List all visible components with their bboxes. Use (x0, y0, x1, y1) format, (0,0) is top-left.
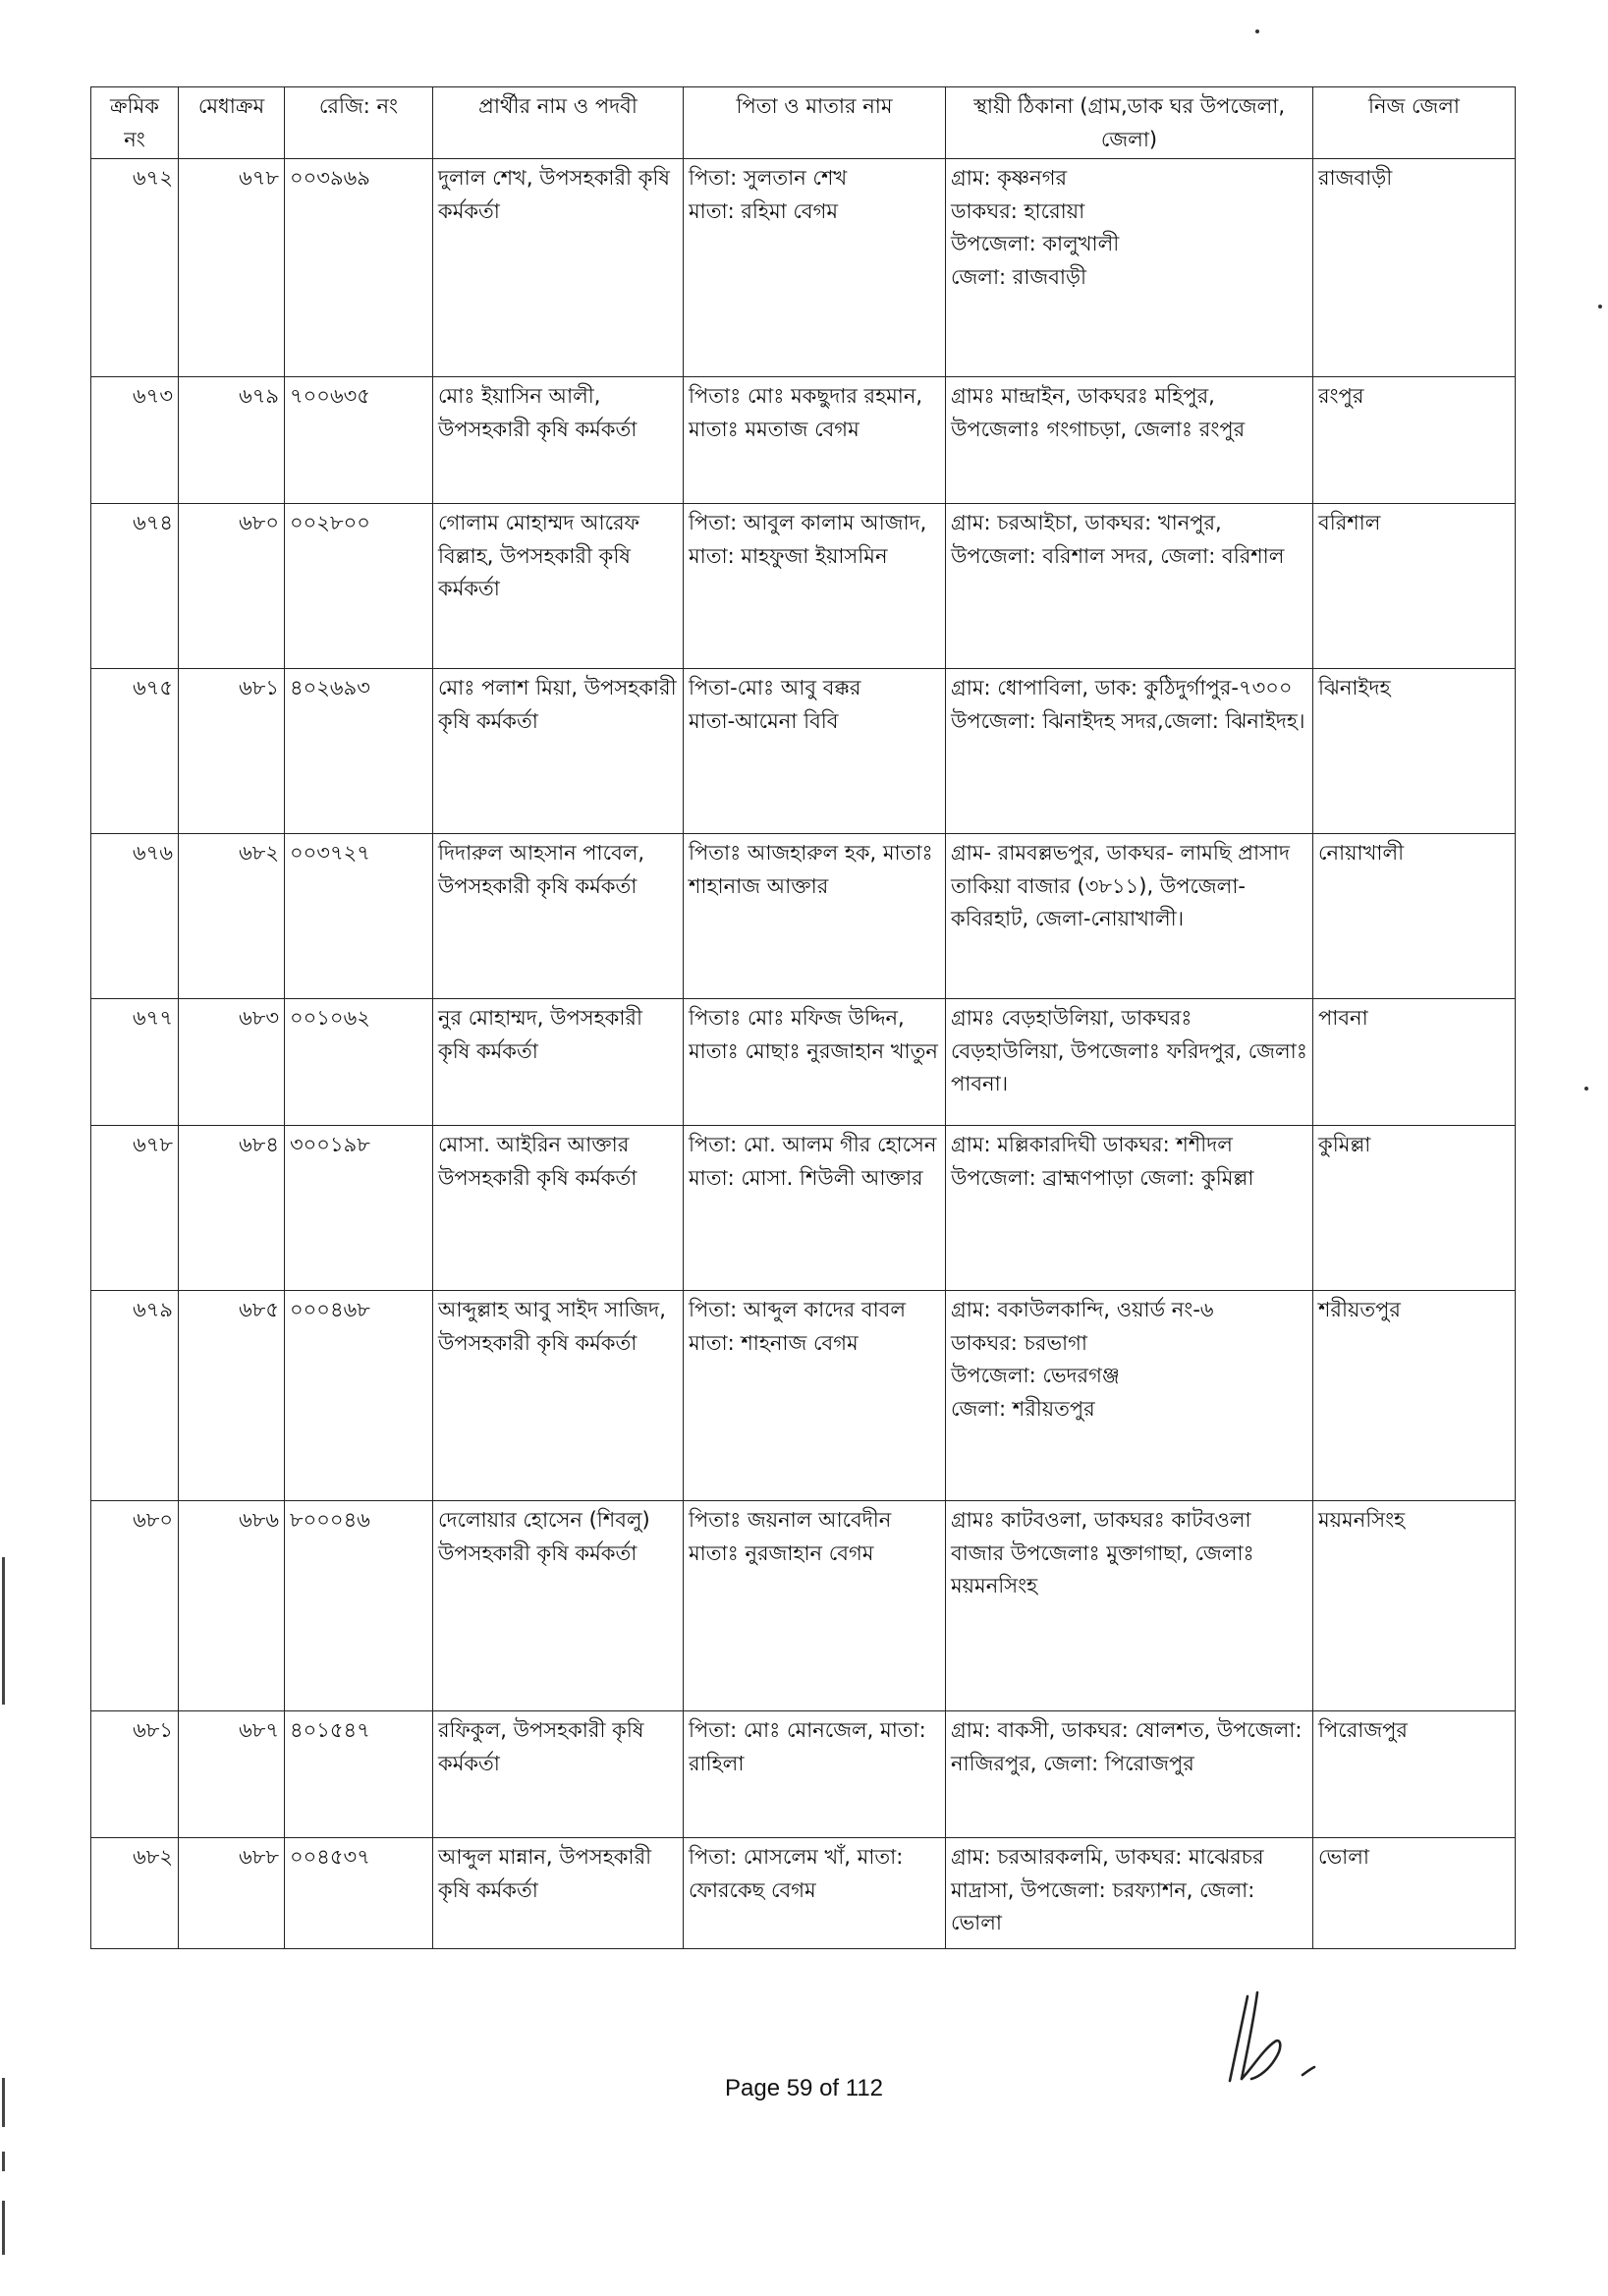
header-name: প্রার্থীর নাম ও পদবী (433, 87, 684, 159)
cell-name: নুর মোহাম্মদ, উপসহকারী কৃষি কর্মকর্তা (433, 999, 684, 1126)
cell-address (946, 999, 1313, 1126)
cell-district: বরিশাল (1313, 504, 1516, 669)
scan-speck (1584, 1087, 1588, 1091)
cell-merit: ৬৮৮ (179, 1838, 285, 1949)
header-reg: রেজি: নং (285, 87, 433, 159)
cell-parents-line: পিতা-মোঃ আবু বক্কর (689, 676, 861, 700)
cell-parents-line: মাতাঃ নুরজাহান বেগম (689, 1540, 874, 1565)
cell-serial: ৬৭৩ (91, 377, 179, 504)
cell-reg: ০০৪৫৩৭ (285, 1838, 433, 1949)
header-serial: ক্রমিক নং (91, 87, 179, 159)
table-row (91, 159, 1516, 377)
cell-reg: ০০৩৯৬৯ (285, 159, 433, 377)
cell-address-line: গ্রাম: বকাউলকান্দি, ওয়ার্ড নং-৬ (951, 1298, 1214, 1322)
cell-parents-line: মাতা-আমেনা বিবি (689, 708, 839, 733)
cell-address-line: ডাকঘর: হারোয়া (951, 198, 1085, 223)
cell-reg: ০০১০৬২ (285, 999, 433, 1126)
cell-parents-line: পিতাঃ মোঃ মকছুদার রহমান, মাতাঃ মমতাজ বেগম (689, 384, 923, 441)
cell-merit: ৬৮২ (179, 834, 285, 999)
cell-serial: ৬৮২ (91, 1838, 179, 1949)
header-row (91, 87, 1516, 159)
cell-merit: ৬৮৪ (179, 1126, 285, 1291)
table-header (91, 87, 1516, 159)
cell-district: পিরোজপুর (1313, 1711, 1516, 1838)
cell-merit: ৬৮১ (179, 669, 285, 834)
cell-parents (684, 1291, 946, 1501)
cell-serial: ৬৮১ (91, 1711, 179, 1838)
cell-district: পাবনা (1313, 999, 1516, 1126)
cell-name: মোসা. আইরিন আক্তার উপসহকারী কৃষি কর্মকর্তা (433, 1126, 684, 1291)
cell-address (946, 504, 1313, 669)
candidate-table (90, 86, 1516, 1949)
cell-district: কুমিল্লা (1313, 1126, 1516, 1291)
cell-address (946, 834, 1313, 999)
cell-address-line: গ্রাম: চরআইচা, ডাকঘর: খানপুর, উপজেলা: বরিশাল সদর, জেলা: বরিশাল (951, 511, 1285, 568)
cell-merit: ৬৮৩ (179, 999, 285, 1126)
cell-name: আব্দুল মান্নান, উপসহকারী কৃষি কর্মকর্তা (433, 1838, 684, 1949)
cell-address-line: গ্রাম: মল্লিকারদিঘী ডাকঘর: শশীদল উপজেলা: ব্রাহ্মণপাড়া জেলা: কুমিল্লা (951, 1133, 1254, 1190)
table-row (91, 669, 1516, 834)
header-merit: মেধাক্রম (179, 87, 285, 159)
scan-speck (1598, 305, 1602, 308)
scan-edge-mark (2, 2152, 5, 2171)
cell-reg: ৭০০৬৩৫ (285, 377, 433, 504)
cell-name: দুলাল শেখ, উপসহকারী কৃষি কর্মকর্তা (433, 159, 684, 377)
cell-parents-line: পিতা: মোঃ মোনজেল, মাতা: রাহিলা (689, 1718, 926, 1775)
cell-name: মোঃ পলাশ মিয়া, উপসহকারী কৃষি কর্মকর্তা (433, 669, 684, 834)
cell-parents-line: পিতা: মো. আলম গীর হোসেন (689, 1133, 937, 1157)
table-row (91, 1838, 1516, 1949)
cell-parents-line: পিতাঃ মোঃ মফিজ উদ্দিন, মাতাঃ মোছাঃ নুরজাহান খাতুন (689, 1006, 938, 1063)
cell-district: রংপুর (1313, 377, 1516, 504)
cell-name: আব্দুল্লাহ আবু সাইদ সাজিদ, উপসহকারী কৃষি কর্মকর্তা (433, 1291, 684, 1501)
table-row (91, 504, 1516, 669)
cell-parents-line: পিতাঃ জয়নাল আবেদীন (689, 1508, 892, 1533)
cell-address-line: জেলা: রাজবাড়ী (951, 264, 1087, 289)
cell-merit: ৬৮৫ (179, 1291, 285, 1501)
cell-parents (684, 159, 946, 377)
cell-parents (684, 377, 946, 504)
cell-parents (684, 834, 946, 999)
cell-reg: ০০০৪৬৮ (285, 1291, 433, 1501)
cell-district: শরীয়তপুর (1313, 1291, 1516, 1501)
cell-reg: ০০৩৭২৭ (285, 834, 433, 999)
cell-parents-line: পিতাঃ আজহারুল হক, মাতাঃ শাহানাজ আক্তার (689, 841, 933, 898)
table-row (91, 1501, 1516, 1711)
cell-merit: ৬৮০ (179, 504, 285, 669)
cell-address (946, 1501, 1313, 1711)
cell-merit: ৬৭৮ (179, 159, 285, 377)
cell-address-line: গ্রামঃ কাটবওলা, ডাকঘরঃ কাটবওলা বাজার উপজেলাঃ মুক্তাগাছা, জেলাঃ ময়মনসিংহ (951, 1508, 1254, 1598)
cell-parents (684, 1126, 946, 1291)
cell-address-line: উপজেলা: ভেদরগঞ্জ (951, 1364, 1120, 1388)
cell-address (946, 1838, 1313, 1949)
table-row (91, 1711, 1516, 1838)
cell-district: ঝিনাইদহ (1313, 669, 1516, 834)
scan-edge-mark (2, 1557, 5, 1705)
cell-address-line: গ্রাম: বাকসী, ডাকঘর: ষোলশত, উপজেলা: নাজিরপুর, জেলা: পিরোজপুর (951, 1718, 1303, 1775)
cell-reg: ৪০১৫৪৭ (285, 1711, 433, 1838)
table-row (91, 377, 1516, 504)
cell-serial: ৬৭৯ (91, 1291, 179, 1501)
cell-address (946, 1711, 1313, 1838)
cell-reg: ৩০০১৯৮ (285, 1126, 433, 1291)
cell-district: ময়মনসিংহ (1313, 1501, 1516, 1711)
cell-parents-line: পিতা: আবুল কালাম আজাদ, মাতা: মাহফুজা ইয়াসমিন (689, 511, 927, 568)
cell-serial: ৬৭৮ (91, 1126, 179, 1291)
cell-address (946, 159, 1313, 377)
cell-address (946, 1126, 1313, 1291)
cell-parents-line: মাতা: মোসা. শিউলী আক্তার (689, 1165, 923, 1190)
cell-merit: ৬৮৭ (179, 1711, 285, 1838)
header-district: নিজ জেলা (1313, 87, 1516, 159)
cell-name: দিদারুল আহসান পাবেল, উপসহকারী কৃষি কর্মকর্তা (433, 834, 684, 999)
cell-address-line: উপজেলা: কালুখালী (951, 232, 1120, 256)
cell-serial: ৬৭৭ (91, 999, 179, 1126)
cell-parents (684, 1501, 946, 1711)
cell-reg: ৪০২৬৯৩ (285, 669, 433, 834)
cell-serial: ৬৭৪ (91, 504, 179, 669)
cell-merit: ৬৭৯ (179, 377, 285, 504)
header-address: স্থায়ী ঠিকানা (গ্রাম,ডাক ঘর উপজেলা, জেলা) (946, 87, 1313, 159)
cell-name: দেলোয়ার হোসেন (শিবলু) উপসহকারী কৃষি কর্মকর্তা (433, 1501, 684, 1711)
cell-district: রাজবাড়ী (1313, 159, 1516, 377)
cell-parents-line: পিতা: সুলতান শেখ (689, 166, 848, 191)
cell-merit: ৬৮৬ (179, 1501, 285, 1711)
cell-serial: ৬৭২ (91, 159, 179, 377)
cell-parents (684, 669, 946, 834)
cell-district: ভোলা (1313, 1838, 1516, 1949)
cell-name: মোঃ ইয়াসিন আলী, উপসহকারী কৃষি কর্মকর্তা (433, 377, 684, 504)
table-row (91, 834, 1516, 999)
cell-parents (684, 1711, 946, 1838)
table-row (91, 1291, 1516, 1501)
cell-parents (684, 999, 946, 1126)
scan-speck (1255, 29, 1259, 33)
table-row (91, 1126, 1516, 1291)
cell-address-line: গ্রাম: চরআরকলমি, ডাকঘর: মাঝেরচর মাদ্রাসা, উপজেলা: চরফ্যাশন, জেলা: ভোলা (951, 1845, 1264, 1935)
cell-address-line: ডাকঘর: চরভাগা (951, 1330, 1087, 1355)
cell-name: রফিকুল, উপসহকারী কৃষি কর্মকর্তা (433, 1711, 684, 1838)
cell-address (946, 377, 1313, 504)
header-parents: পিতা ও মাতার নাম (684, 87, 946, 159)
cell-reg: ০০২৮০০ (285, 504, 433, 669)
scan-edge-mark (2, 2201, 5, 2255)
cell-serial: ৬৮০ (91, 1501, 179, 1711)
cell-parents-line: পিতা: মোসলেম খাঁ, মাতা: ফোরকেছ বেগম (689, 1845, 904, 1902)
cell-address (946, 669, 1313, 834)
cell-address-line: গ্রাম- রামবল্লভপুর, ডাকঘর- লামছি প্রাসাদ তাকিয়া বাজার (৩৮১১), উপজেলা- কবিরহাট, জেলা-নোয়াখালী। (951, 841, 1291, 931)
cell-serial: ৬৭৬ (91, 834, 179, 999)
cell-parents-line: পিতা: আব্দুল কাদের বাবল (689, 1298, 907, 1322)
cell-address-line: গ্রামঃ বেড়হাউলিয়া, ডাকঘরঃ বেড়হাউলিয়া, উপজেলাঃ ফরিদপুর, জেলাঃ পাবনা। (951, 1006, 1307, 1096)
cell-district: নোয়াখালী (1313, 834, 1516, 999)
cell-parents (684, 504, 946, 669)
table-body (91, 159, 1516, 1949)
cell-address (946, 1291, 1313, 1501)
page-number: Page 59 of 112 (724, 2075, 884, 2101)
cell-address-line: জেলা: শরীয়তপুর (951, 1396, 1095, 1421)
cell-reg: ৮০০০৪৬ (285, 1501, 433, 1711)
cell-name: গোলাম মোহাম্মদ আরেফ বিল্লাহ, উপসহকারী কৃষি কর্মকর্তা (433, 504, 684, 669)
cell-address-line: গ্রামঃ মান্দ্রাইন, ডাকঘরঃ মহিপুর, উপজেলাঃ গংগাচড়া, জেলাঃ রংপুর (951, 384, 1246, 441)
cell-parents-line: মাতা: রহিমা বেগম (689, 198, 838, 223)
cell-parents-line: মাতা: শাহনাজ বেগম (689, 1330, 859, 1355)
table-row (91, 999, 1516, 1126)
cell-address-line: গ্রাম: কৃষ্ণনগর (951, 166, 1068, 191)
cell-address-line: গ্রাম: ধোপাবিলা, ডাক: কুঠিদুর্গাপুর-৭৩০০ উপজেলা: ঝিনাইদহ সদর,জেলা: ঝিনাইদহ। (951, 676, 1305, 733)
scan-edge-mark (2, 2078, 5, 2127)
cell-parents (684, 1838, 946, 1949)
cell-serial: ৬৭৫ (91, 669, 179, 834)
